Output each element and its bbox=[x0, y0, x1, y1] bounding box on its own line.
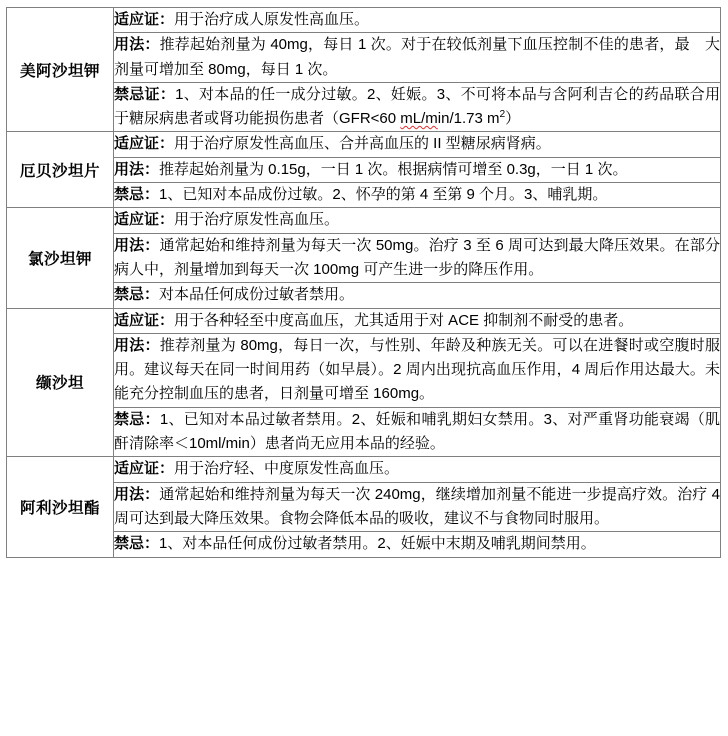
drug-name-cell: 阿利沙坦酯 bbox=[7, 457, 114, 557]
contraindication-text: 1、已知对本品过敏者禁用。2、妊娠和哺乳期妇女禁用。3、对严重肾功能衰竭（肌酐清除率＜10ml/min）患者尚无应用本品的经验。 bbox=[114, 410, 720, 453]
table-row bbox=[7, 482, 721, 532]
indication-label: 适应证： bbox=[114, 135, 175, 153]
usage-cell bbox=[114, 157, 721, 182]
contraindication-label: 禁忌： bbox=[114, 410, 160, 428]
contraindication-cell bbox=[114, 283, 721, 308]
contraindication-text-end: ） bbox=[505, 110, 521, 128]
table-row bbox=[7, 132, 721, 157]
spellcheck-squiggle-text: mL/m bbox=[400, 110, 438, 128]
usage-label: 用法： bbox=[114, 485, 160, 503]
usage-text: 推荐剂量为 80mg，每日一次，与性别、年龄及种族无关。可以在进餐时或空腹时服用。建议每天在同一时间用药（如早晨）。2 周内出现抗高血压作用，4 周后作用达最大。未能充分控制血压的患者，日剂量可增至 160mg。 bbox=[114, 336, 720, 403]
table-row bbox=[7, 283, 721, 308]
drug-name-cell: 氯沙坦钾 bbox=[7, 208, 114, 308]
contraindication-text: 1、已知对本品成份过敏。2、怀孕的第 4 至第 9 个月。3、哺乳期。 bbox=[159, 186, 608, 204]
table-row bbox=[7, 532, 721, 557]
contraindication-text-after: in/1.73 m bbox=[437, 110, 500, 128]
usage-text: 推荐起始剂量为 0.15g，一日 1 次。根据病情可增至 0.3g，一日 1 次。 bbox=[159, 160, 628, 178]
usage-text: 通常起始和维持剂量为每天一次 50mg。治疗 3 至 6 周可达到最大降压效果。在部分病人中，剂量增加到每天一次 100mg 可产生进一步的降压作用。 bbox=[114, 236, 720, 278]
indication-cell bbox=[114, 8, 721, 33]
indication-text: 用于治疗成人原发性高血压。 bbox=[174, 11, 370, 28]
drug-name-cell: 厄贝沙坦片 bbox=[7, 132, 114, 208]
indication-text: 用于治疗轻、中度原发性高血压。 bbox=[174, 460, 400, 478]
table-row bbox=[7, 82, 721, 132]
indication-text: 用于治疗原发性高血压、合并高血压的 II 型糖尿病肾病。 bbox=[174, 135, 551, 153]
contraindication-label: 禁忌： bbox=[114, 286, 160, 304]
contraindication-cell bbox=[114, 82, 721, 132]
table-row bbox=[7, 457, 721, 482]
indication-cell bbox=[114, 208, 721, 233]
table-row bbox=[7, 208, 721, 233]
usage-label: 用法： bbox=[114, 336, 160, 354]
contraindication-cell bbox=[114, 407, 721, 457]
indication-label: 适应证： bbox=[114, 11, 175, 28]
contraindication-label: 禁忌： bbox=[114, 186, 160, 204]
usage-cell bbox=[114, 33, 721, 83]
indication-text: 用于治疗原发性高血压。 bbox=[174, 211, 340, 229]
indication-label: 适应证： bbox=[114, 211, 175, 229]
table-row bbox=[7, 183, 721, 208]
usage-cell bbox=[114, 482, 721, 532]
drug-comparison-table bbox=[6, 7, 721, 558]
table-row bbox=[7, 33, 721, 83]
contraindication-label: 禁忌： bbox=[114, 535, 160, 553]
contraindication-cell bbox=[114, 183, 721, 208]
contraindication-text: 1、对本品任何成份过敏者禁用。2、妊娠中末期及哺乳期间禁用。 bbox=[159, 535, 596, 553]
indication-cell bbox=[114, 132, 721, 157]
table-row bbox=[7, 157, 721, 182]
table-row bbox=[7, 233, 721, 283]
usage-label: 用法： bbox=[114, 36, 160, 54]
table-row bbox=[7, 308, 721, 333]
usage-text: 推荐起始剂量为 40mg，每日 1 次。对于在较低剂量下血压控制不佳的患者，最 大剂量可增加至 80mg，每日 1 次。 bbox=[114, 36, 720, 78]
usage-label: 用法： bbox=[114, 236, 160, 254]
drug-name-cell: 缬沙坦 bbox=[7, 308, 114, 457]
usage-text: 通常起始和维持剂量为每天一次 240mg，继续增加剂量不能进一步提高疗效。治疗 4 周可达到最大降压效果。食物会降低本品的吸收，建议不与食物同时服用。 bbox=[114, 485, 720, 527]
indication-cell bbox=[114, 457, 721, 482]
contraindication-text: 对本品任何成份过敏者禁用。 bbox=[159, 286, 355, 304]
table-row bbox=[7, 333, 721, 407]
table-body bbox=[7, 8, 721, 558]
indication-label: 适应证： bbox=[114, 460, 175, 478]
usage-cell bbox=[114, 333, 721, 407]
drug-name-cell: 美阿沙坦钾 bbox=[7, 8, 114, 132]
contraindication-label: 禁忌证： bbox=[114, 85, 176, 103]
superscript-two: 2 bbox=[499, 109, 506, 121]
indication-label: 适应证： bbox=[114, 311, 175, 329]
contraindication-text-before: 1、对本品的任一成分过敏。2、妊娠。3、不可将本品与含阿利吉仑的药品联合用于糖尿病患者或肾功能损伤患者（GFR<60 bbox=[114, 85, 720, 128]
usage-cell bbox=[114, 233, 721, 283]
indication-cell bbox=[114, 308, 721, 333]
contraindication-cell bbox=[114, 532, 721, 557]
table-row bbox=[7, 407, 721, 457]
table-row bbox=[7, 8, 721, 33]
indication-text: 用于各种轻至中度高血压，尤其适用于对 ACE 抑制剂不耐受的患者。 bbox=[174, 311, 634, 329]
usage-label: 用法： bbox=[114, 160, 160, 178]
